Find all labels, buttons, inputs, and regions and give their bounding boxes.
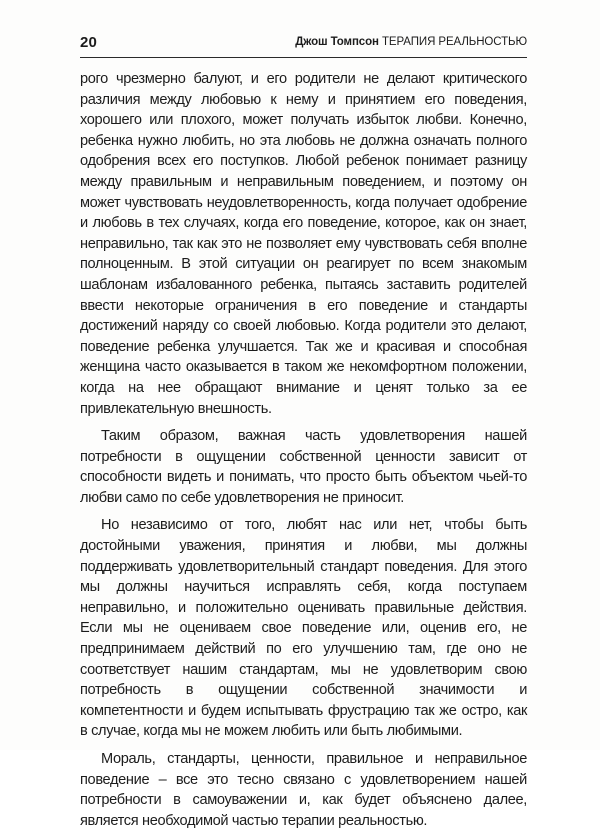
book-title: ТЕРАПИЯ РЕАЛЬНОСТЬЮ (382, 36, 527, 48)
paragraph-4: Мораль, стандарты, ценности, правильное и неправильное поведение – все это тесно связано с удовлетворением нашей потребности в самоуважении и, как будет объяснено далее, является необходимой частью терапии реальностью. (80, 751, 527, 829)
page-header (80, 32, 527, 54)
paragraph-1: рого чрезмерно балуют, и его родители не делают критического различия между любовью к нему и принятием его поведения, хорошего или плохого, может получать избыток любви. Конечно, ребенка нужно любить, но эта любовь не должна означать полного одобрения всех его поступков. Любой ребенок понимает разницу между правильным и неправильным поведением, и поэтому он может чувствовать неудовлетворенность, когда получает одобрение и любовь в тех случаях, когда его поведение, которое, как он знает, неправильно, так как это не позволяет ему чувствовать себя вполне полноценным. В этой ситуации он реагирует по всем знакомым шаблонам избалованного ребенка, пытаясь заставить родителей ввести некоторые ограничения в его поведение и стандарты достижений наряду со своей любовью. Когда родители это делают, поведение ребенка улучшается. Так же и красивая и способная женщина часто оказывается в таком же некомфортном положении, когда на нее обращают внимание и ценят только за ее привлекательную внешность. (80, 71, 527, 417)
paragraph-2: Таким образом, важная часть удовлетворения нашей потребности в ощущении собственной ценности зависит от способности видеть и понимать, что просто быть объектом чьей-то любви само по себе удовлетворения не приносит. (80, 428, 527, 506)
running-head (295, 36, 527, 48)
paragraph-3: Но независимо от того, любят нас или нет, чтобы быть достойными уважения, принятия и любви, мы должны поддерживать удовлетворительный стандарт поведения. Для этого мы должны научиться исправлять себя, когда поступаем неправильно, и положительно оценивать правильные действия. Если мы не оцениваем свое поведение или, оценив его, не предпринимаем действий по его улучшению там, где оно не соответствует нашим стандартам, мы не удовлетворим свою потребность в ощущении собственной значимости и компетентности и будем испытывать фрустрацию так же остро, как в случае, когда мы не можем любить или быть любимыми. (80, 517, 527, 740)
page-number: 20 (80, 34, 98, 51)
page-body (80, 69, 527, 838)
author-name: Джош Томпсон (295, 36, 379, 48)
header-divider (80, 57, 527, 58)
